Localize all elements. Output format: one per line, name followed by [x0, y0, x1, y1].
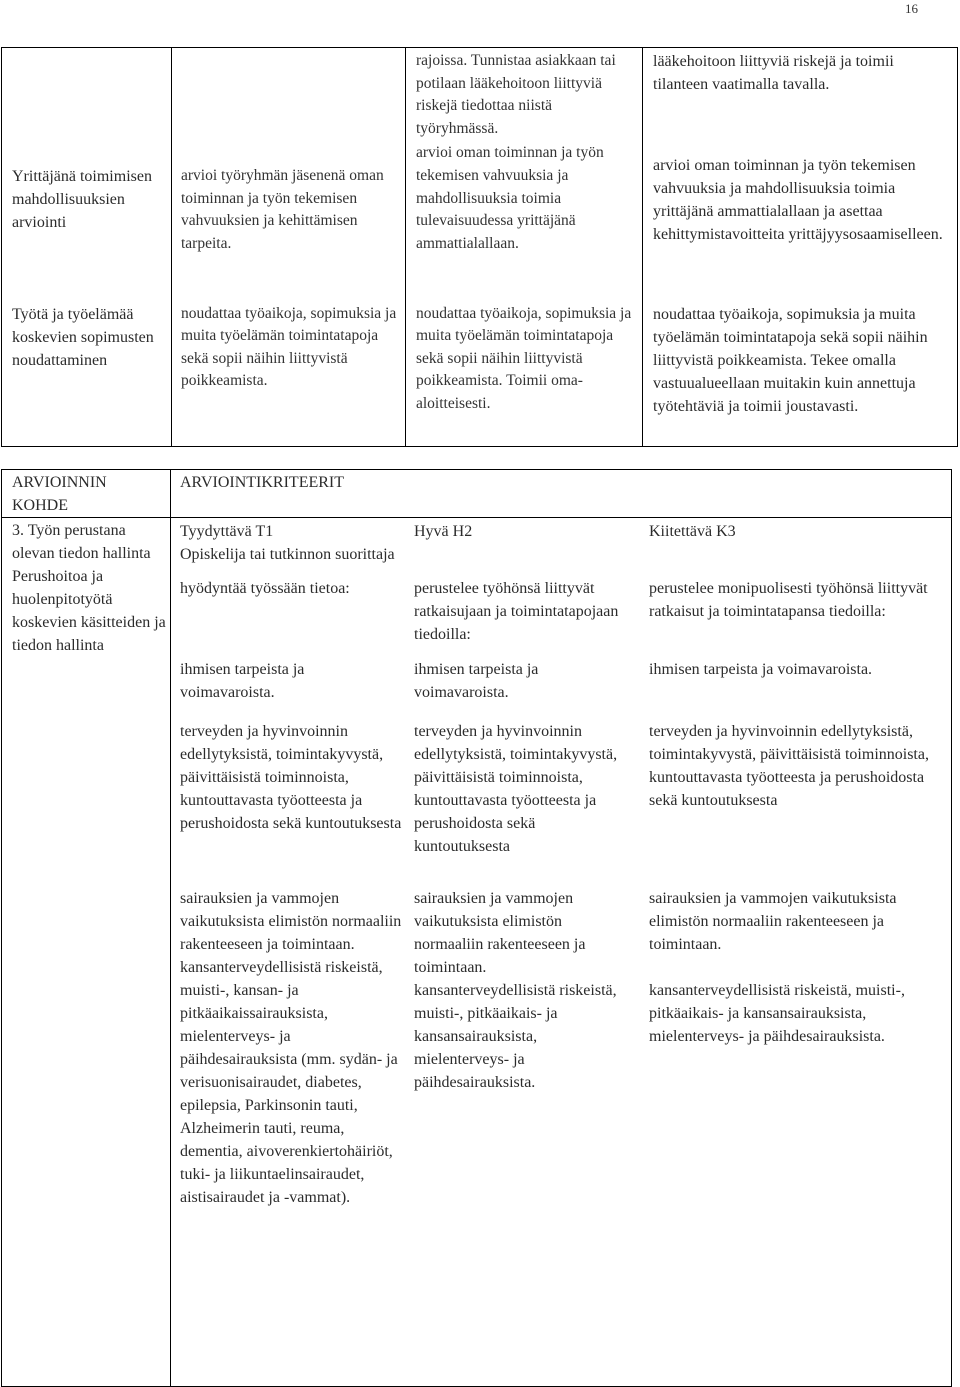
header-target-cell — [2, 470, 171, 518]
t1-text: noudattaa työaikoja, sopimuksia ja muita työelämän toimintatapoja sekä sopii näihin liittyvistä poikkeamista. — [181, 304, 397, 390]
k3-health: terveyden ja hyvinvoinnin edellytyksistä, toimintakyvystä, päivittäisistä toiminnoista, kuntouttavasta työotteesta ja perushoidosta sekä kuntoutuksesta — [649, 723, 929, 809]
t1-diseases-effects: sairauksien ja vammojen vaikutuksista elimistön normaaliin rakenteeseen ja toimintaan. — [180, 890, 402, 953]
t1-intro: hyödyntää työssään tietoa: — [180, 580, 350, 597]
k3-cell — [643, 48, 958, 303]
k3-text: arvioi oman toiminnan ja työn tekemisen vahvuuksia ja mahdollisuuksia toimia yrittäjänä ammattialallaan ja asettaa kehittymistavoitteita yrittäjyysosaamiselleen. — [653, 157, 943, 243]
h2-pre-text: rajoissa. Tunnistaa asiakkaan tai potilaan lääkehoitoon liittyviä riskejä tiedottaa niistä työryhmässä. — [416, 52, 616, 137]
k3-needs: ihmisen tarpeista ja voimavaroista. — [649, 661, 873, 678]
criteria-row-intro — [180, 577, 951, 646]
h2-needs: ihmisen tarpeista ja voimavaroista. — [414, 661, 539, 701]
grade-k3: Kiitettävä K3 — [649, 523, 736, 540]
target-cell — [2, 48, 172, 303]
criteria-row-needs — [180, 658, 951, 704]
t1-cell — [172, 48, 406, 303]
header-target: ARVIOINNIN KOHDE — [12, 474, 107, 514]
header-criteria: ARVIOINTIKRITEERIT — [180, 474, 345, 491]
t1-needs: ihmisen tarpeista ja voimavaroista. — [180, 661, 305, 701]
target-label: Yrittäjänä toimimisen mahdollisuuksien arviointi — [12, 168, 152, 231]
k3-intro: perustelee monipuolisesti työhönsä liittyvät ratkaisut ja toimintatapansa tiedoilla: — [649, 580, 928, 620]
k3-text: noudattaa työaikoja, sopimuksia ja muita työelämän toimintatapoja sekä sopii näihin liittyvistä poikkeamista. Tekee omalla vastuualueellaan muitakin kuin annettuja työtehtäviä ja toimii joustavasti. — [653, 305, 928, 415]
h2-diseases-risks: kansanterveydellisistä riskeistä, muisti-, pitkäaikais- ja kansansairauksista, mielenterveys- ja päihdesairauksista. — [414, 982, 617, 1091]
h2-diseases-effects: sairauksien ja vammojen vaikutuksista elimistön normaaliin rakenteeseen ja toimintaan. — [414, 890, 586, 976]
h2-intro: perustelee työhönsä liittyvät ratkaisujaan ja toimintatapojaan tiedoilla: — [414, 580, 619, 643]
h2-text: arvioi oman toiminnan ja työn tekemisen vahvuuksia ja mahdollisuuksia toimia tulevaisuudessa yrittäjänä ammattialallaan. — [416, 144, 604, 252]
t1-health: terveyden ja hyvinvoinnin edellytyksistä, toimintakyvystä, päivittäisistä toiminnoista, kuntouttavasta työotteesta ja perushoidosta sekä kuntoutuksesta — [180, 723, 402, 832]
section-target-cell — [2, 518, 171, 1387]
subject-label: Opiskelija tai tutkinnon suorittaja — [180, 546, 395, 563]
grade-t1: Tyydyttävä T1 — [180, 523, 274, 540]
assessment-table-bottom — [1, 469, 952, 1387]
section-title: 3. Työn perustana olevan tiedon hallinta — [12, 522, 151, 562]
grade-row — [180, 520, 951, 543]
k3-diseases-effects: sairauksien ja vammojen vaikutuksista elimistön normaaliin rakenteeseen ja toimintaan. — [649, 890, 897, 953]
target-label: Työtä ja työelämää koskevien sopimusten noudattaminen — [12, 305, 154, 369]
sub-target: Perushoitoa ja huolenpitotyötä koskevien käsitteiden ja tiedon hallinta — [12, 568, 166, 654]
grade-h2: Hyvä H2 — [414, 523, 473, 540]
criteria-row-diseases — [180, 887, 951, 1209]
t1-diseases-risks: kansanterveydellisistä riskeistä, muisti-, kansan- ja pitkäaikaissairauksista, mielenterveys- ja päihdesairauksista (mm. sydän- ja verisuonisairaudet, diabetes, epilepsia, Parkinsonin tauti, Alzheimerin tauti, reuma, dementia, aivoverenkiertohäiriöt, tuki- ja liikuntaelinsairaudet, aistisairaudet ja -vammat). — [180, 959, 398, 1206]
k3-cell — [643, 303, 958, 447]
h2-health: terveyden ja hyvinvoinnin edellytyksistä, toimintakyvystä, päivittäisistä toiminnoista, kuntouttavasta työotteesta ja perushoidosta sekä kuntoutuksesta — [414, 723, 618, 855]
header-criteria-cell — [171, 470, 952, 518]
t1-text: arvioi työryhmän jäsenenä oman toiminnan ja työn tekemisen vahvuuksien ja kehittämisen tarpeita. — [181, 167, 384, 252]
h2-text: noudattaa työaikoja, sopimuksia ja muita työelämän toimintatapoja sekä sopii näihin liittyvistä poikkeamista. Toimii oma-aloitteisesti. — [416, 304, 632, 412]
k3-diseases-risks: kansanterveydellisistä riskeistä, muisti-, pitkäaikais- ja kansansairauksista, mielenterveys- ja päihdesairauksista. — [649, 982, 905, 1045]
assessment-table-top — [1, 47, 958, 447]
h2-cell — [406, 303, 643, 447]
page-number: 16 — [905, 1, 918, 16]
t1-cell — [172, 303, 406, 447]
h2-cell — [406, 48, 643, 303]
criteria-cell — [171, 518, 952, 1387]
criteria-row-health — [180, 720, 951, 858]
target-cell — [2, 303, 172, 447]
k3-pre-text: lääkehoitoon liittyviä riskejä ja toimii tilanteen vaatimalla tavalla. — [653, 53, 894, 93]
